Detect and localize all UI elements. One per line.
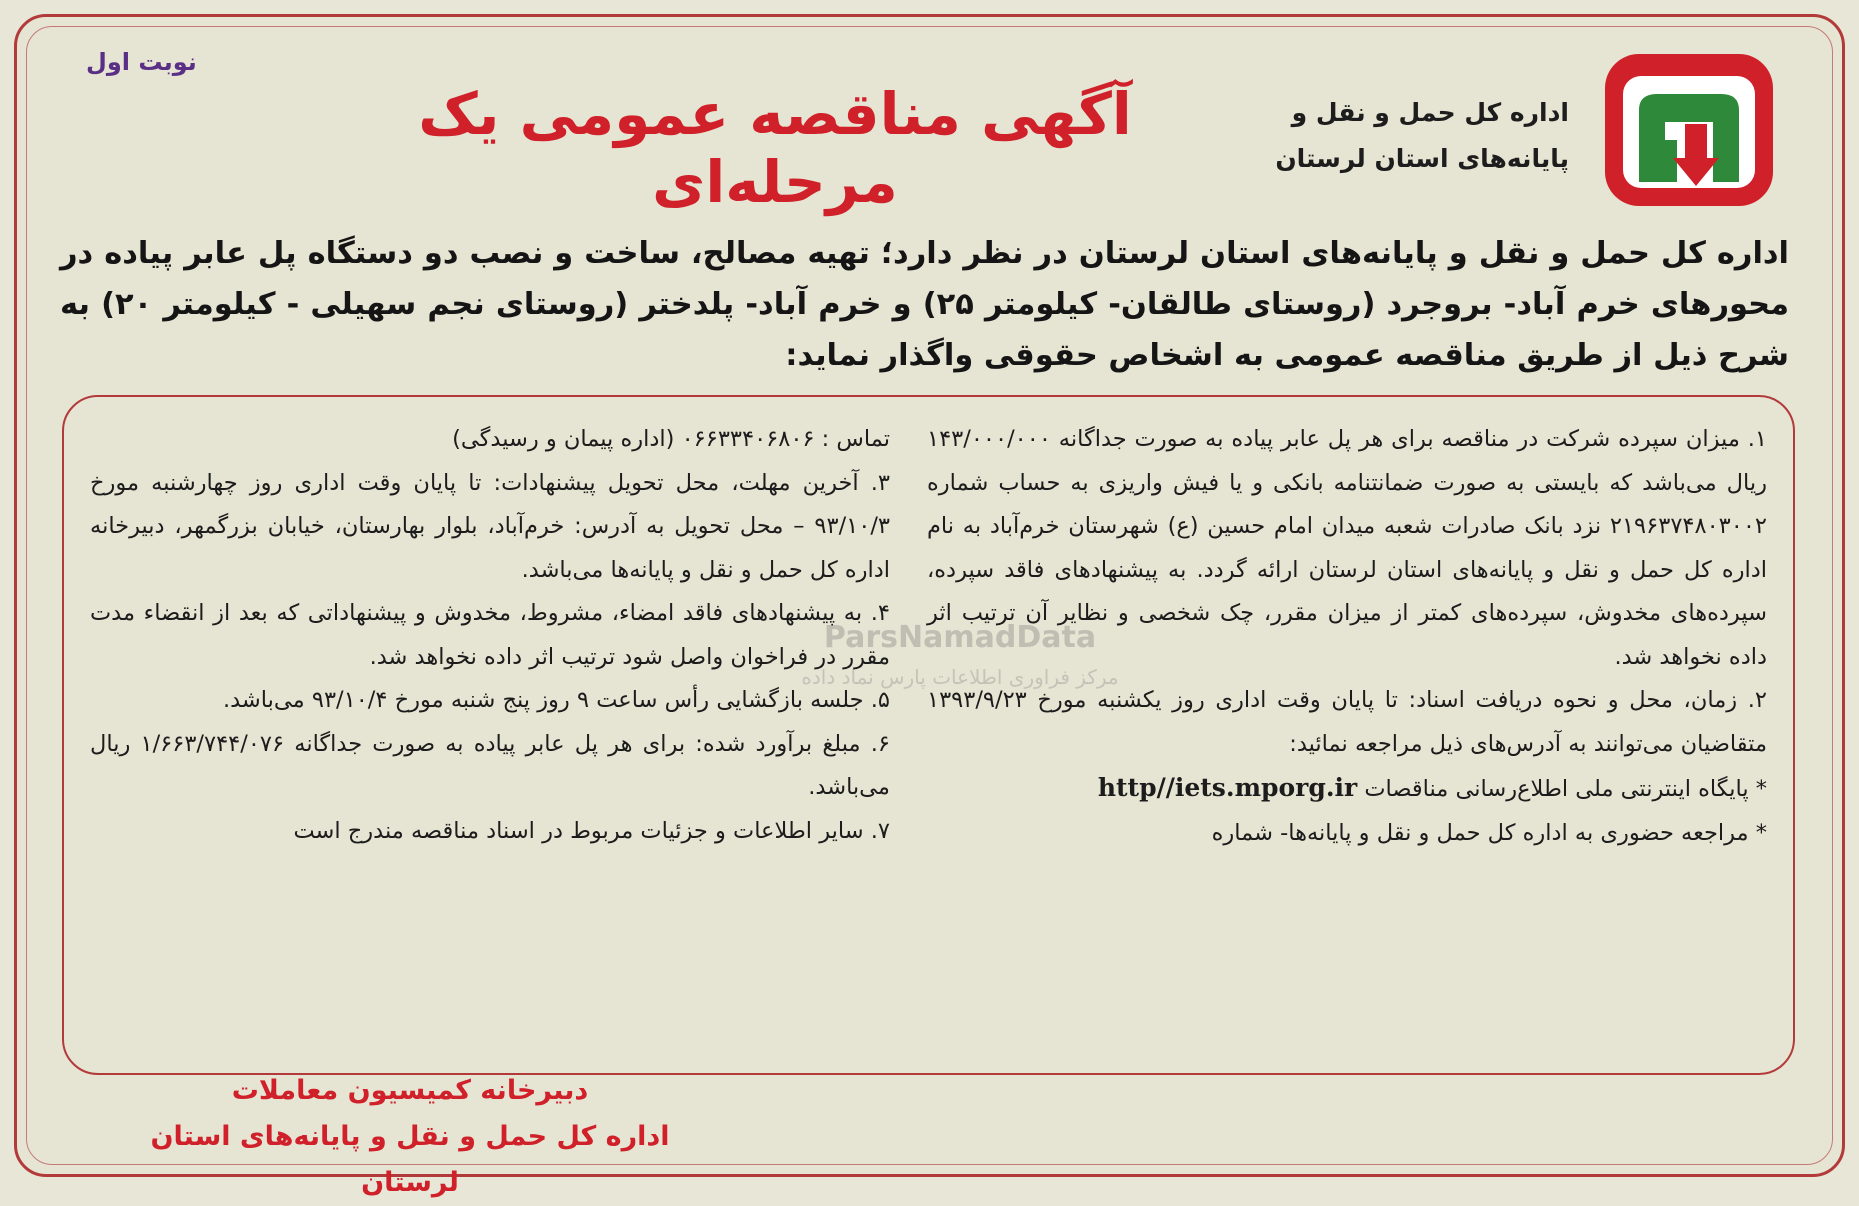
- org-name: [1149, 90, 1569, 182]
- org-name-line1: اداره کل حمل و نقل و: [1291, 98, 1569, 127]
- watermark-tagline: مرکز فراوری اطلاعات پارس نماد داده: [801, 665, 1119, 689]
- item-1-deposit: ۱. میزان سپرده شرکت در مناقصه برای هر پل عابر پیاده به صورت جداگانه ۱۴۳/۰۰۰/۰۰۰ ریال می‌باشد که بایستی به صورت ضمانتنامه بانکی و یا فیش واریزی به حساب شماره ۲۱۹۶۳۷۴۸۰۳۰۰۲ نزد بانک صادرات شعبه میدان امام حسین (ع) شهرستان خرم‌آباد به نام اداره کل حمل و نقل و پایانه‌های استان لرستان ارائه گردد. به پیشنهادهای فاقد سپرده، سپرده‌های مخدوش، سپرده‌های کمتر از میزان مقرر، چک شخصی و نظایر آن ترتیب اثر داده نخواهد شد.: [927, 426, 1767, 670]
- bullet-in-person: * مراجعه حضوری به اداره کل حمل و نقل و پایانه‌ها- شماره: [1211, 819, 1767, 846]
- item-7-other: ۷. سایر اطلاعات و جزئیات مربوط در اسناد مناقصه مندرج است: [293, 817, 890, 844]
- watermark-brand: ParsNamadData: [823, 620, 1097, 655]
- logo-icon: [1599, 40, 1779, 220]
- left-column: [90, 418, 890, 853]
- item-5-opening: ۵. جلسه بازگشایی رأس ساعت ۹ روز پنج شنبه مورخ ۹۳/۱۰/۴ می‌باشد.: [222, 687, 890, 713]
- website-link[interactable]: http//iets.mporg.ir: [1097, 773, 1358, 802]
- right-column: [927, 418, 1767, 855]
- item-4-invalid-bids: ۴. به پیشنهادهای فاقد امضاء، مشروط، مخدوش و پیشنهاداتی که بعد از انقضاء مدت مقرر در فراخوان واصل شود ترتیب اثر داده نخواهد شد.: [90, 600, 890, 670]
- bullet-website-label: * پایگاه اینترنتی ملی اطلاع‌رسانی مناقصات: [1364, 776, 1767, 802]
- turn-label: نوبت اول: [86, 48, 197, 76]
- item-3-deadline: ۳. آخرین مهلت، محل تحویل پیشنهادات: تا پایان وقت اداری روز چهارشنبه مورخ ۹۳/۱۰/۳ – محل تحویل به آدرس: خرم‌آباد، بلوار بهارستان، خیابان بزرگمهر، دبیرخانه اداره کل حمل و نقل و پایانه‌ها می‌باشد.: [90, 469, 890, 583]
- bullet-website: [927, 766, 1767, 812]
- ad-title: آگهی مناقصه عمومی یک مرحله‌ای: [418, 80, 1132, 216]
- signature-line1: دبیرخانه کمیسیون معاملات: [231, 1075, 589, 1106]
- signature-line2: اداره کل حمل و نقل و پایانه‌های استان لرستان: [150, 1121, 670, 1198]
- org-name-line2: پایانه‌های استان لرستان: [1275, 144, 1569, 173]
- contact-line: تماس : ۰۶۶۳۳۴۰۶۸۰۶ (اداره پیمان و رسیدگی): [452, 426, 890, 452]
- intro-paragraph: اداره کل حمل و نقل و پایانه‌های استان لرستان در نظر دارد؛ تهیه مصالح، ساخت و نصب دو دستگاه پل عابر پیاده در محورهای خرم آباد- بروجرد (روستای طالقان- کیلومتر ۲۵) و خرم آباد- پلدختر (روستای نجم سهیلی - کیلومتر ۲۰) به شرح ذیل از طریق مناقصه عمومی به اشخاص حقوقی واگذار نماید:: [60, 236, 1789, 373]
- item-6-estimate: ۶. مبلغ برآورد شده: برای هر پل عابر پیاده به صورت جداگانه ۱/۶۶۳/۷۴۴/۰۷۶ ریال می‌باشد.: [90, 730, 890, 800]
- signature-block: [120, 1068, 700, 1206]
- item-2-documents: ۲. زمان، محل و نحوه دریافت اسناد: تا پایان وقت اداری روز یکشنبه مورخ ۱۳۹۳/۹/۲۳ متقاضیان می‌توانند به آدرس‌های ذیل مراجعه نمائید:: [927, 687, 1767, 757]
